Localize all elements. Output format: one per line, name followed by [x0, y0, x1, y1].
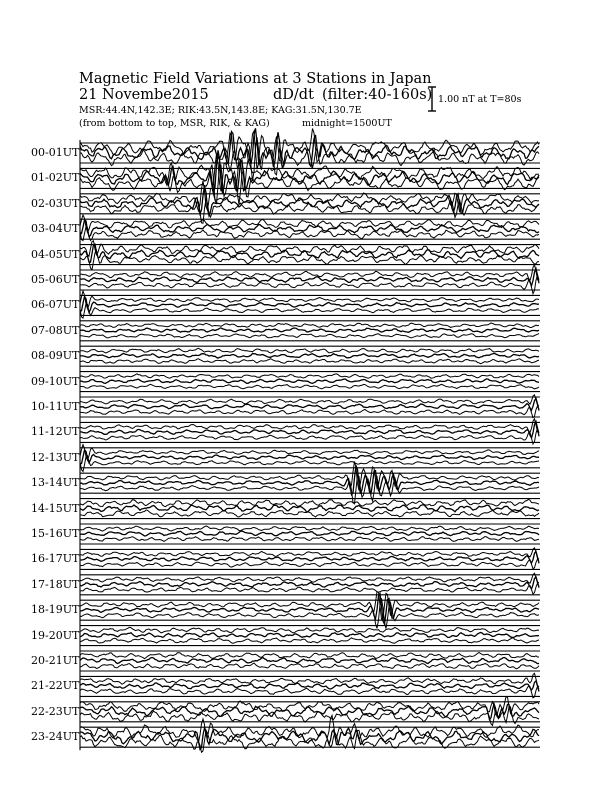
trace-kag-06-07ut [80, 291, 539, 308]
row-04-05ut [80, 241, 540, 270]
row-label: 21-22UT [31, 679, 80, 693]
row-label: 20-21UT [31, 654, 80, 667]
trace-msr-19-20ut [80, 638, 539, 644]
row-label: 15-16UT [31, 527, 80, 540]
trace-rik-14-15ut [80, 505, 539, 512]
row-19-20ut [80, 623, 540, 649]
scale-bar-label: 1.00 nT at T=80s [438, 94, 522, 105]
row-21-22ut [80, 673, 540, 699]
trace-rik-13-14ut [80, 466, 539, 495]
trace-kag-15-16ut [80, 526, 539, 531]
trace-msr-18-19ut [80, 598, 539, 628]
row-label: 04-05UT [31, 247, 80, 261]
trace-rik-15-16ut [80, 531, 539, 536]
row-18-19ut [80, 592, 540, 629]
row-05-06ut [80, 265, 540, 294]
row-03-04ut [80, 215, 540, 242]
midnight-note: midnight=1500UT [302, 118, 392, 129]
row-17-18ut [80, 572, 540, 598]
trace-msr-22-23ut [80, 707, 539, 726]
row-label: 14-15UT [31, 501, 80, 515]
data-type-label: dD/dt [273, 87, 314, 103]
trace-rik-02-03ut [80, 186, 539, 216]
row-15-16ut [80, 521, 540, 547]
row-label: 03-04UT [31, 222, 80, 236]
row-10-11ut [80, 394, 540, 420]
row-16-17ut [80, 546, 540, 572]
trace-msr-07-08ut [80, 334, 539, 338]
row-label: 17-18UT [31, 577, 80, 591]
trace-rik-05-06ut [80, 269, 539, 286]
row-label: 23-24UT [31, 730, 80, 744]
row-label: 12-13UT [31, 450, 80, 464]
trace-kag-18-19ut [80, 592, 539, 620]
trace-rik-18-19ut [80, 594, 539, 625]
row-label: 13-14UT [31, 476, 80, 490]
station-coordinates: MSR:44.4N,142.3E; RIK:43.5N,143.8E; KAG:31.5N,130.7E [79, 105, 362, 116]
row-02-03ut [80, 181, 540, 224]
trace-kag-11-12ut [80, 419, 539, 433]
trace-kag-07-08ut [80, 323, 539, 328]
trace-msr-03-04ut [80, 227, 539, 241]
trace-msr-14-15ut [80, 510, 539, 517]
row-label: 08-09UT [31, 349, 80, 363]
trace-rik-04-05ut [80, 244, 539, 262]
row-label: 09-10UT [31, 374, 80, 388]
chart-title: Magnetic Field Variations at 3 Stations in Japan [79, 71, 432, 87]
chart-date: 21 Novembe2015 [79, 87, 209, 103]
trace-kag-20-21ut [80, 653, 539, 659]
trace-rik-16-17ut [80, 552, 539, 564]
trace-kag-04-05ut [80, 241, 539, 256]
scale-bar [428, 87, 436, 111]
trace-rik-10-11ut [80, 398, 539, 410]
row-label: 11-12UT [31, 425, 80, 439]
trace-msr-06-07ut [80, 304, 539, 318]
trace-msr-11-12ut [80, 428, 539, 444]
trace-kag-08-09ut [80, 348, 539, 353]
row-label: 05-06UT [31, 273, 80, 286]
row-label: 22-23UT [31, 704, 80, 718]
trace-rik-07-08ut [80, 328, 539, 333]
trace-rik-09-10ut [80, 379, 539, 383]
row-label: 06-07UT [31, 298, 80, 312]
row-label: 02-03UT [31, 196, 80, 210]
row-12-13ut [80, 445, 540, 472]
row-20-21ut [80, 648, 540, 674]
trace-kag-13-14ut [80, 461, 539, 490]
trace-msr-15-16ut [80, 537, 539, 542]
trace-rik-12-13ut [80, 450, 539, 464]
row-08-09ut [80, 343, 540, 369]
row-14-15ut [80, 496, 540, 522]
trace-msr-09-10ut [80, 384, 539, 389]
trace-kag-03-04ut [80, 215, 539, 232]
trace-msr-04-05ut [80, 251, 539, 270]
station-order-note: (from bottom to top, MSR, RIK, & KAG) [79, 118, 270, 129]
trace-msr-20-21ut [80, 663, 539, 669]
row-label: 01-02UT [31, 171, 80, 185]
row-07-08ut [80, 318, 540, 344]
row-label: 18-19UT [31, 603, 80, 617]
trace-rik-19-20ut [80, 633, 539, 638]
row-06-07ut [80, 291, 540, 318]
trace-kag-09-10ut [80, 374, 539, 378]
row-label: 07-08UT [31, 323, 80, 337]
trace-msr-08-09ut [80, 359, 539, 364]
row-22-23ut [80, 697, 540, 726]
trace-kag-14-15ut [80, 499, 539, 506]
row-label: 19-20UT [31, 628, 80, 642]
trace-kag-19-20ut [80, 627, 539, 633]
row-label: 16-17UT [31, 552, 80, 566]
trace-msr-05-06ut [80, 275, 539, 294]
row-09-10ut [80, 369, 540, 395]
trace-rik-20-21ut [80, 658, 539, 664]
filter-label: (filter:40-160s) [322, 87, 433, 103]
row-label: 10-11UT [31, 400, 80, 413]
trace-rik-08-09ut [80, 353, 539, 358]
trace-msr-13-14ut [80, 475, 539, 504]
row-label: 00-01UT [31, 146, 80, 159]
row-11-12ut [80, 419, 540, 446]
trace-kag-21-22ut [80, 673, 539, 687]
